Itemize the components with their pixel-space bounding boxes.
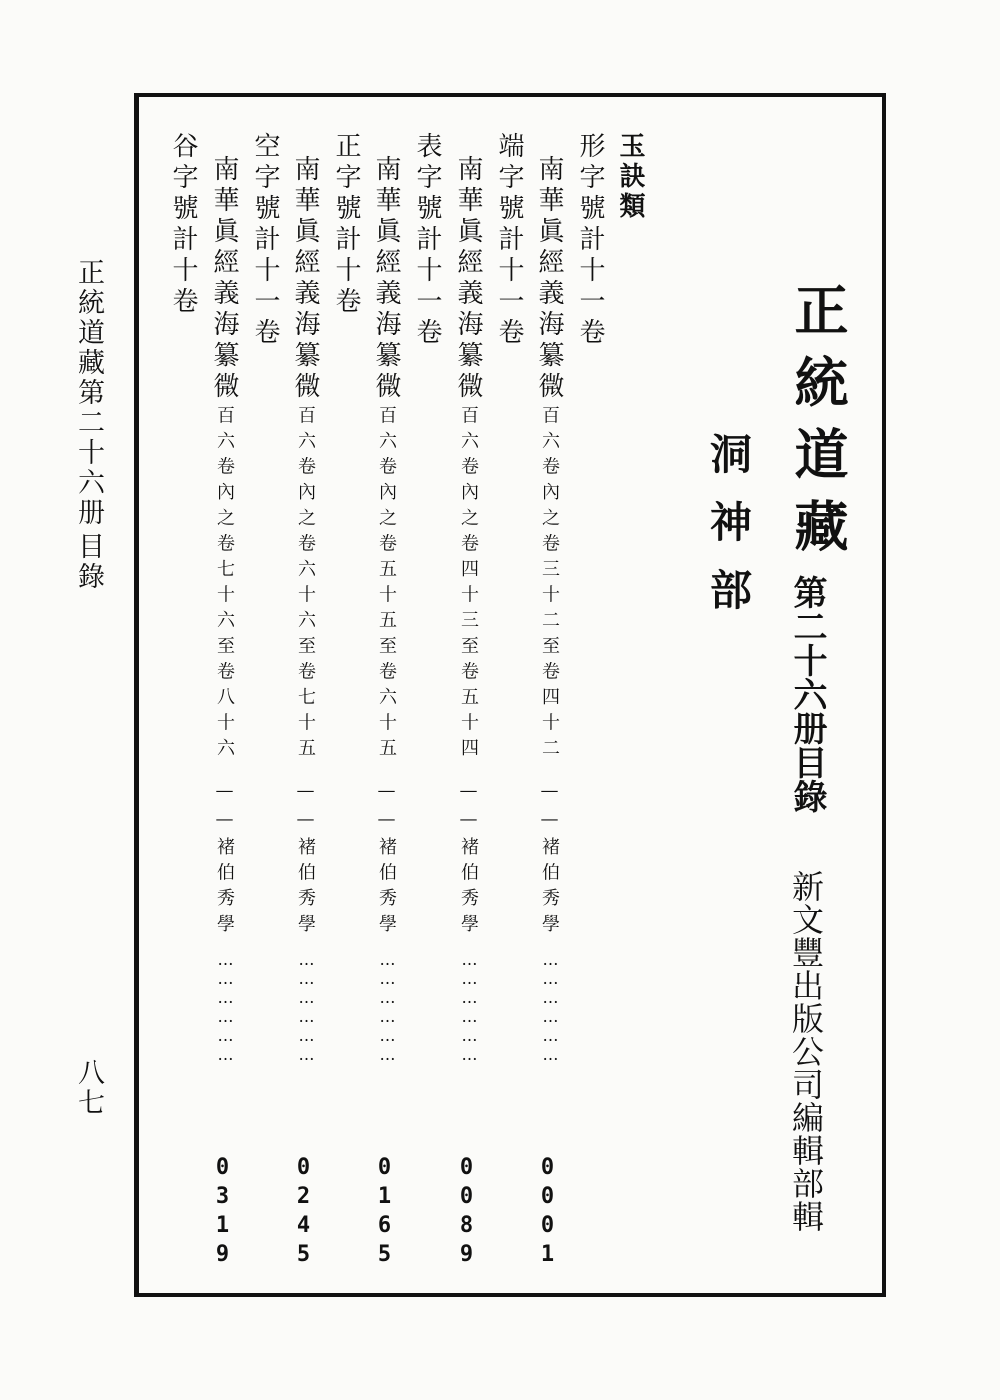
- entry-heading: 表字號計十一卷: [412, 132, 442, 349]
- entry-heading: 谷字號計十卷: [168, 132, 198, 318]
- entry-author: ——褚伯秀學: [458, 780, 479, 940]
- entry-author: ——褚伯秀學: [214, 780, 235, 940]
- entry-author: ——褚伯秀學: [376, 780, 397, 940]
- entry-heading: 正字號計十卷: [331, 132, 361, 318]
- entry-leader-dots: ………………: [541, 950, 560, 1064]
- category-heading: 玉訣類: [615, 132, 645, 222]
- entry-work-title: 南華眞經義海纂微: [534, 155, 564, 403]
- page-number: 八七: [73, 1058, 104, 1118]
- running-header-label: 目錄: [73, 532, 104, 592]
- entry-leader-dots: ………………: [297, 950, 316, 1064]
- entry-work-title: 南華眞經義海纂微: [453, 155, 483, 403]
- entry-page-number: 0319: [210, 1155, 235, 1271]
- entry-volume-range: 一百六卷內之卷六十六至卷七十五: [295, 380, 316, 764]
- entry-author: ——褚伯秀學: [295, 780, 316, 940]
- entry-heading: 形字號計十一卷: [575, 132, 605, 349]
- entry-work-title: 南華眞經義海纂微: [371, 155, 401, 403]
- entry-page-number: 0089: [454, 1155, 479, 1271]
- entry-page-number: 0245: [291, 1155, 316, 1271]
- page-title: 正統道藏: [786, 282, 849, 570]
- entry-author: ——褚伯秀學: [539, 780, 560, 940]
- entry-page-number: 0001: [535, 1155, 560, 1271]
- entry-heading: 空字號計十一卷: [250, 132, 280, 349]
- entry-leader-dots: ………………: [460, 950, 479, 1064]
- running-header-title: 正統道藏第二十六册: [73, 258, 104, 528]
- volume-subtitle: 第二十六册目錄: [787, 575, 827, 813]
- entry-volume-range: 一百六卷內之卷三十二至卷四十二: [539, 380, 560, 764]
- entry-volume-range: 一百六卷內之卷四十三至卷五十四: [458, 380, 479, 764]
- entry-heading: 端字號計十一卷: [494, 132, 524, 349]
- entry-volume-range: 一百六卷內之卷七十六至卷八十六: [214, 380, 235, 764]
- division-label: 洞神部: [704, 432, 753, 636]
- entry-page-number: 0165: [372, 1155, 397, 1271]
- entry-work-title: 南華眞經義海纂微: [290, 155, 320, 403]
- entry-work-title: 南華眞經義海纂微: [209, 155, 239, 403]
- entry-leader-dots: ………………: [216, 950, 235, 1064]
- publisher-credit: 新文豐出版公司編輯部輯: [787, 870, 825, 1233]
- entry-volume-range: 一百六卷內之卷五十五至卷六十五: [376, 380, 397, 764]
- entry-leader-dots: ………………: [378, 950, 397, 1064]
